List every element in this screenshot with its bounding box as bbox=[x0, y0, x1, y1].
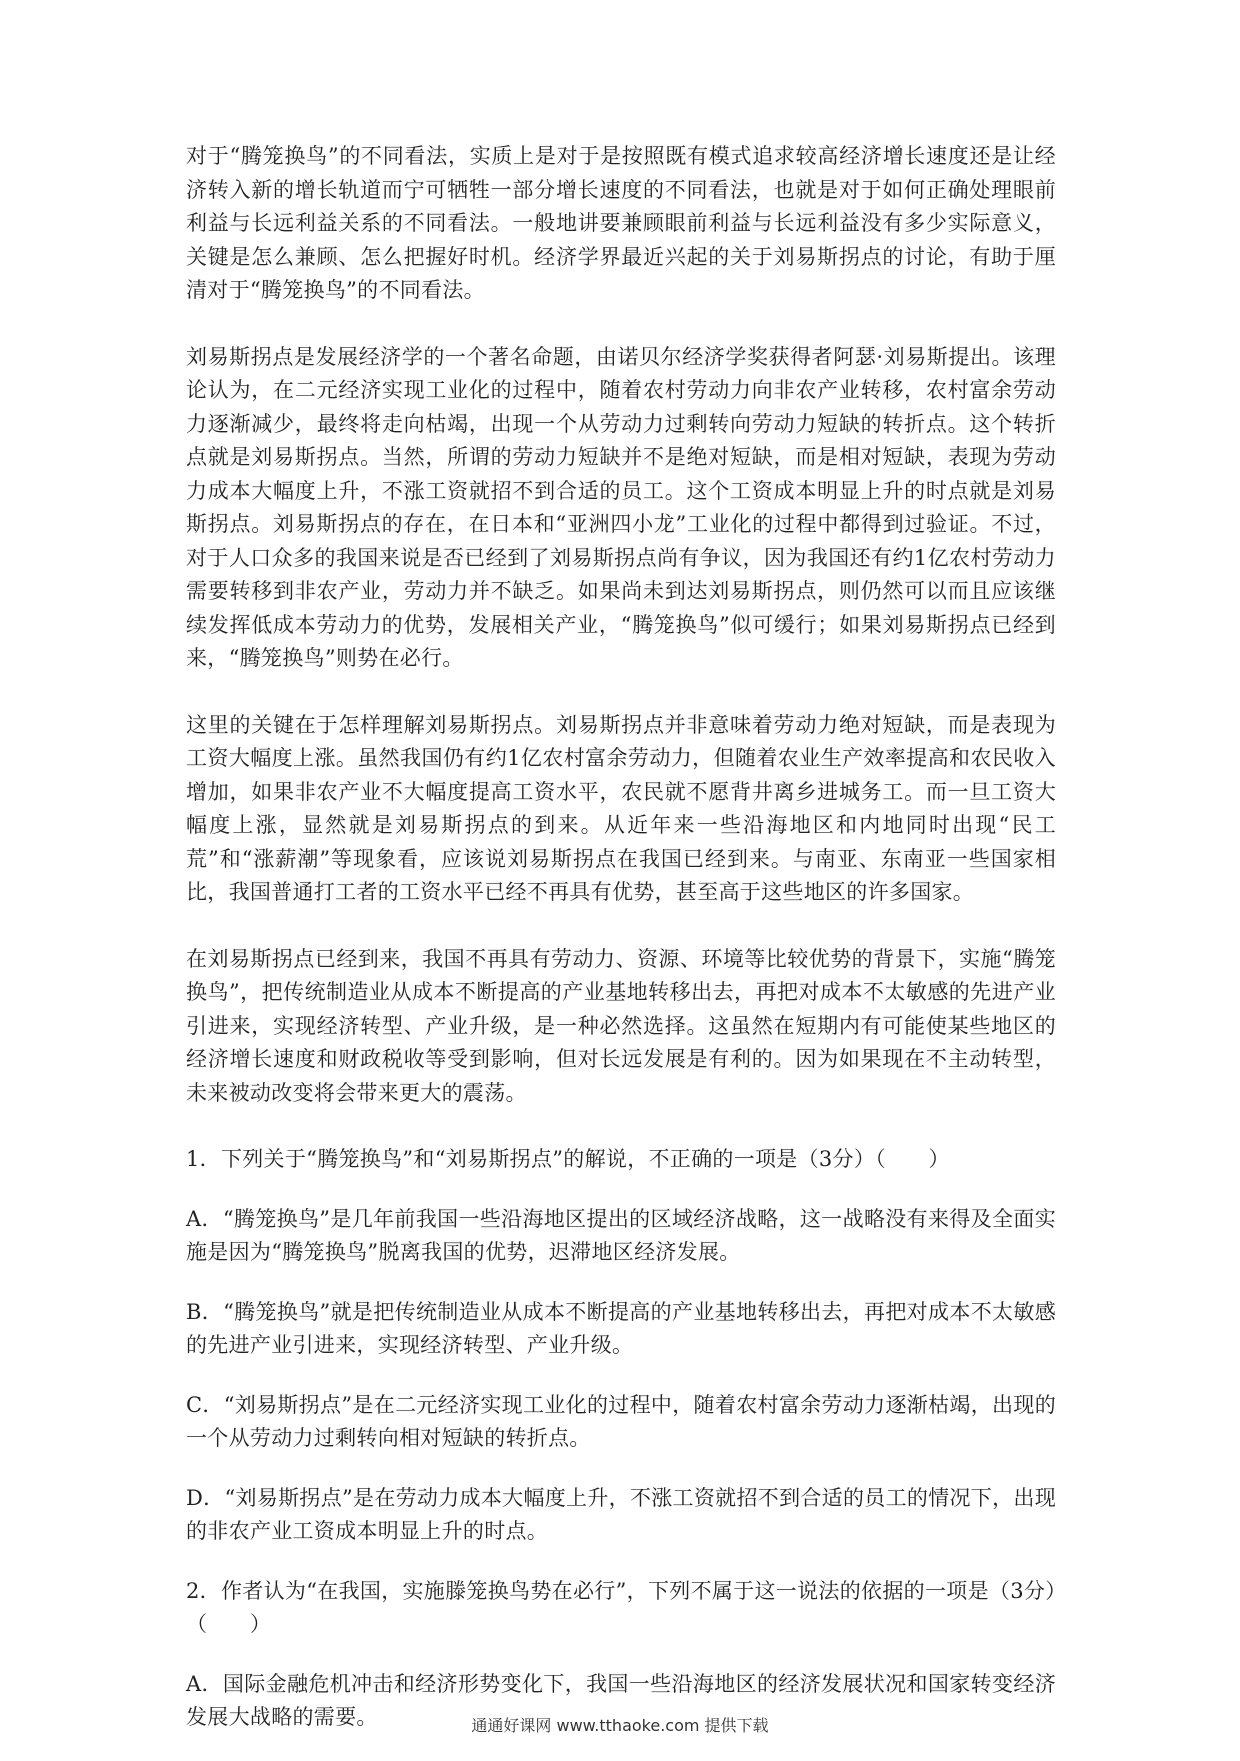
question-2-option-a: A．国际金融危机冲击和经济形势变化下，我国一些沿海地区的经济发展状况和国家转变经济发展大战略的需要。 bbox=[186, 1671, 1056, 1729]
passage-paragraph-3: 这里的关键在于怎样理解刘易斯拐点。刘易斯拐点并非意味着劳动力绝对短缺，而是表现为工资大幅度上涨。虽然我国仍有约1亿农村富余劳动力，但随着农业生产效率提高和农民收入增加，如果非农产业不大幅度提高工资水平，农民就不愿背井离乡进城务工。而一旦工资大幅度上涨，显然就是刘易斯拐点的到来。从近年来一些沿海地区和内地同时出现“民工荒”和“涨薪潮”等现象看，应该说刘易斯拐点在我国已经到来。与南亚、东南亚一些国家相比，我国普通打工者的工资水平已经不再具有优势，甚至高于这些地区的许多国家。 bbox=[186, 712, 1056, 904]
question-1-option-a: A．“腾笼换鸟”是几年前我国一些沿海地区提出的区域经济战略，这一战略没有来得及全面实施是因为“腾笼换鸟”脱离我国的优势，迟滞地区经济发展。 bbox=[186, 1206, 1056, 1264]
question-2 bbox=[186, 1575, 1056, 1735]
document-page bbox=[186, 140, 1056, 1761]
question-1-option-d: D．“刘易斯拐点”是在劳动力成本大幅度上升，不涨工资就招不到合适的员工的情况下，出现的非农产业工资成本明显上升的时点。 bbox=[186, 1485, 1056, 1543]
passage-paragraph-1: 对于“腾笼换鸟”的不同看法，实质上是对于是按照既有模式追求较高经济增长速度还是让经济转入新的增长轨道而宁可牺牲一部分增长速度的不同看法，也就是对于如何正确处理眼前利益与长远利益关系的不同看法。一般地讲要兼顾眼前利益与长远利益没有多少实际意义，关键是怎么兼顾、怎么把握好时机。经济学界最近兴起的关于刘易斯拐点的讨论，有助于厘清对于“腾笼换鸟”的不同看法。 bbox=[186, 144, 1056, 302]
question-2-stem: 2．作者认为“在我国，实施滕笼换鸟势在必行”，下列不属于这一说法的依据的一项是（3分）（ ） bbox=[186, 1578, 1056, 1636]
question-1-option-b: B．“腾笼换鸟”就是把传统制造业从成本不断提高的产业基地转移出去，再把对成本不太敏感的先进产业引进来，实现经济转型、产业升级。 bbox=[186, 1299, 1056, 1357]
question-1-stem: 1．下列关于“腾笼换鸟”和“刘易斯拐点”的解说，不正确的一项是（3分）（ ） bbox=[186, 1147, 950, 1171]
question-1 bbox=[186, 1143, 1056, 1549]
question-1-option-c: C．“刘易斯拐点”是在二元经济实现工业化的过程中，随着农村富余劳动力逐渐枯竭，出现的一个从劳动力过剩转向相对短缺的转折点。 bbox=[186, 1392, 1056, 1450]
passage-paragraph-4: 在刘易斯拐点已经到来，我国不再具有劳动力、资源、环境等比较优势的背景下，实施“腾笼换鸟”，把传统制造业从成本不断提高的产业基地转移出去，再把对成本不太敏感的先进产业引进来，实现经济转型、产业升级，是一种必然选择。这虽然在短期内有可能使某些地区的经济增长速度和财政税收等受到影响，但对长远发展是有利的。因为如果现在不主动转型，未来被动改变将会带来更大的震荡。 bbox=[186, 946, 1056, 1105]
page-footer: 通通好课网 www.tthaoke.com 提供下载 bbox=[471, 1716, 769, 1735]
passage-paragraph-2: 刘易斯拐点是发展经济学的一个著名命题，由诺贝尔经济学奖获得者阿瑟·刘易斯提出。该理论认为，在二元经济实现工业化的过程中，随着农村劳动力向非农产业转移，农村富余劳动力逐渐减少，最终将走向枯竭，出现一个从劳动力过剩转向劳动力短缺的转折点。这个转折点就是刘易斯拐点。当然，所谓的劳动力短缺并不是绝对短缺，而是相对短缺，表现为劳动力成本大幅度上升，不涨工资就招不到合适的员工。这个工资成本明显上升的时点就是刘易斯拐点。刘易斯拐点的存在，在日本和“亚洲四小龙”工业化的过程中都得到过验证。不过，对于人口众多的我国来说是否已经到了刘易斯拐点尚有争议，因为我国还有约1亿农村劳动力需要转移到非农产业，劳动力并不缺乏。如果尚未到达刘易斯拐点，则仍然可以而且应该继续发挥低成本劳动力的优势，发展相关产业，“腾笼换鸟”似可缓行；如果刘易斯拐点已经到来，“腾笼换鸟”则势在必行。 bbox=[186, 344, 1056, 670]
